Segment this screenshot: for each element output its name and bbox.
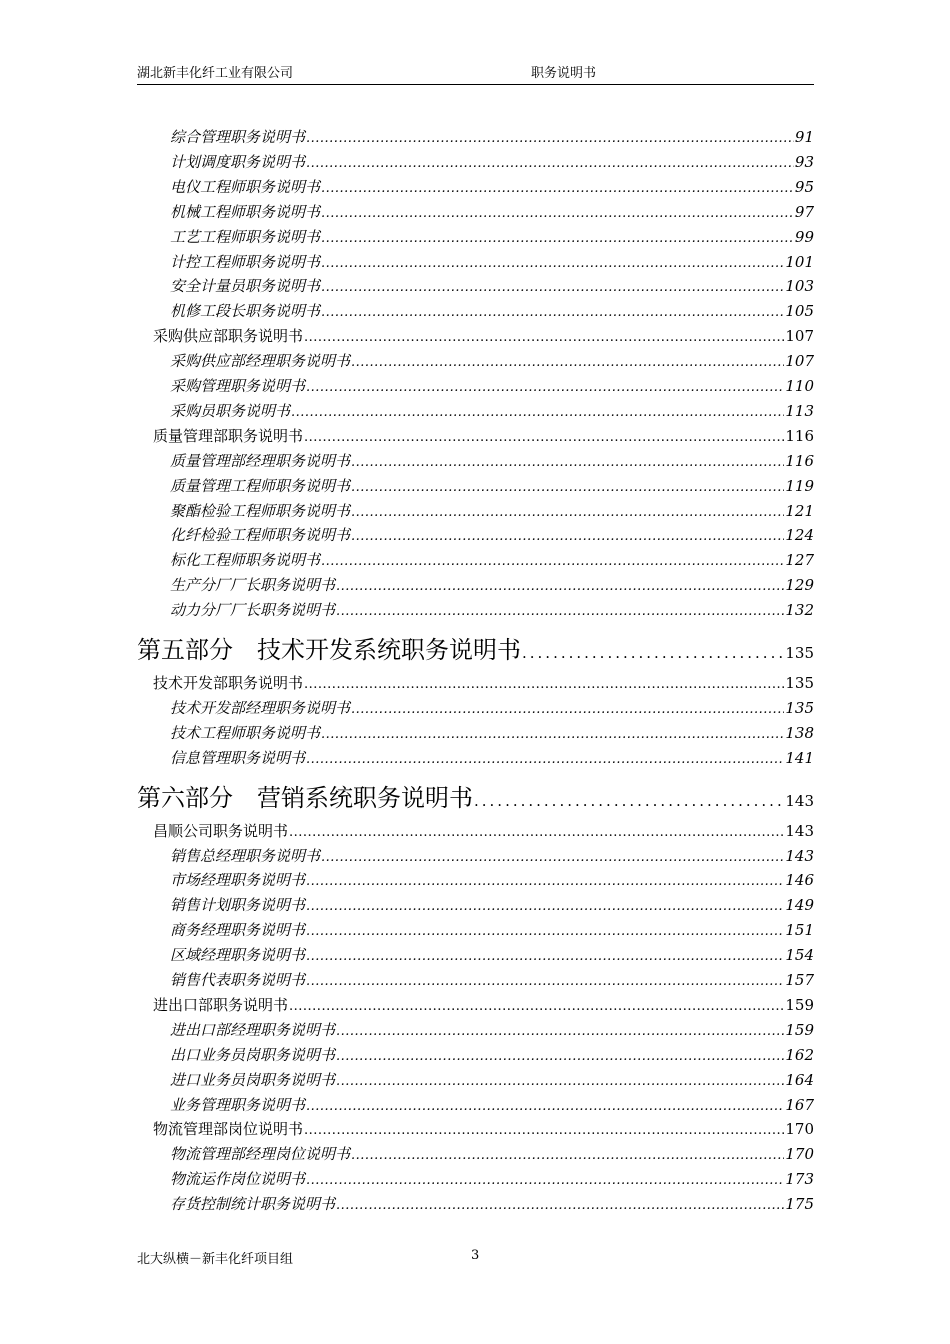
- toc-entry-page: 116: [785, 426, 814, 445]
- toc-entry-title: 采购员职务说明书: [170, 401, 291, 420]
- toc-entry-title: 区域经理职务说明书: [170, 946, 306, 965]
- toc-entry-title: 业务管理职务说明书: [170, 1095, 306, 1114]
- toc-entry-page: 107: [785, 352, 814, 371]
- toc-entry-page: 135: [785, 674, 814, 692]
- toc-entry-page: 121: [785, 501, 814, 520]
- toc-subentry[interactable]: [170, 969, 814, 991]
- toc-entry-title: 动力分厂厂长职务说明书: [170, 601, 336, 620]
- toc-entry-page: 143: [785, 791, 814, 810]
- toc-leader-dots: [321, 280, 784, 295]
- toc-leader-dots: [306, 752, 784, 767]
- toc-entry-title: 技术工程师职务说明书: [170, 723, 321, 742]
- toc-entry-page: 170: [785, 1145, 814, 1164]
- toc-entry-title: 商务经理职务说明书: [170, 921, 306, 940]
- toc-leader-dots: [306, 156, 794, 171]
- toc-subentry[interactable]: [170, 126, 814, 148]
- toc-subentry[interactable]: [170, 869, 814, 891]
- toc-subentry[interactable]: [170, 1069, 814, 1091]
- toc-subentry[interactable]: [170, 599, 814, 621]
- toc-leader-dots: [321, 206, 794, 221]
- toc-leader-dots: [351, 529, 784, 544]
- toc-entry-page: 135: [785, 644, 814, 662]
- toc-entry-page: 107: [785, 327, 814, 346]
- toc-entry-page: 173: [785, 1170, 814, 1189]
- toc-entry-page: 143: [785, 821, 814, 840]
- toc-subentry[interactable]: [170, 226, 814, 248]
- toc-leader-dots: [351, 480, 784, 495]
- toc-entry-page: 129: [785, 576, 814, 595]
- toc-entry-page: 127: [785, 551, 814, 570]
- toc-entry-page: 162: [785, 1045, 814, 1064]
- toc-entry-page: 116: [785, 451, 814, 470]
- toc-leader-dots: [351, 355, 784, 370]
- toc-entry-title: 机械工程师职务说明书: [170, 202, 321, 221]
- toc-entry-title: 聚酯检验工程师职务说明书: [170, 501, 351, 520]
- toc-entry-page: 170: [785, 1120, 814, 1139]
- toc-entry-page: 97: [794, 202, 814, 221]
- toc-subentry[interactable]: [170, 549, 814, 571]
- toc-section-entry[interactable]: [153, 820, 814, 842]
- toc-leader-dots: [306, 949, 784, 964]
- toc-entry-page: 101: [785, 252, 814, 271]
- toc-leader-dots: [351, 1148, 784, 1163]
- toc-leader-dots: [306, 899, 784, 914]
- toc-leader-dots: [289, 999, 784, 1014]
- toc-subentry[interactable]: [170, 574, 814, 596]
- toc-entry-title: 物流管理部岗位说明书: [153, 1120, 304, 1139]
- toc-leader-dots: [351, 505, 784, 520]
- toc-entry-page: 93: [794, 152, 814, 171]
- toc-entry-title: 计控工程师职务说明书: [170, 252, 321, 271]
- toc-entry-page: 159: [785, 1020, 814, 1039]
- toc-entry-title: 物流管理部经理岗位说明书: [170, 1145, 351, 1164]
- toc-entry-page: 143: [785, 846, 814, 865]
- toc-leader-dots: [522, 644, 784, 662]
- toc-section-entry[interactable]: [153, 1118, 814, 1140]
- toc-entry-title: 信息管理职务说明书: [170, 748, 306, 767]
- toc-entry-title: 第六部分 营销系统职务说明书: [137, 783, 473, 812]
- toc-entry-page: 159: [785, 995, 814, 1014]
- toc-subentry[interactable]: [170, 275, 814, 297]
- toc-section-entry[interactable]: [153, 425, 814, 447]
- toc-entry-page: 95: [794, 177, 814, 196]
- toc-leader-dots: [306, 380, 784, 395]
- toc-entry-page: 154: [785, 946, 814, 965]
- toc-entry-title: 计划调度职务说明书: [170, 152, 306, 171]
- toc-subentry[interactable]: [170, 300, 814, 322]
- toc-entry-page: 103: [785, 277, 814, 296]
- toc-subentry[interactable]: [170, 201, 814, 223]
- toc-entry-page: 175: [785, 1195, 814, 1214]
- toc-entry-title: 存货控制统计职务说明书: [170, 1195, 336, 1214]
- header-doc-title: 职务说明书: [531, 66, 597, 81]
- toc-entry-title: 电仪工程师职务说明书: [170, 177, 321, 196]
- toc-subentry[interactable]: [170, 894, 814, 916]
- toc-entry-title: 进出口部职务说明书: [153, 995, 289, 1014]
- toc-entry-title: 质量管理部职务说明书: [153, 426, 304, 445]
- toc-entry-page: 151: [785, 921, 814, 940]
- toc-entry-title: 标化工程师职务说明书: [170, 551, 321, 570]
- toc-entry-title: 生产分厂厂长职务说明书: [170, 576, 336, 595]
- toc-leader-dots: [321, 181, 794, 196]
- toc-subentry[interactable]: [170, 450, 814, 472]
- toc-leader-dots: [321, 554, 784, 569]
- toc-entry-title: 采购供应部职务说明书: [153, 327, 304, 346]
- toc-entry-title: 第五部分 技术开发系统职务说明书: [137, 636, 521, 664]
- toc-leader-dots: [336, 1198, 784, 1213]
- toc-subentry[interactable]: [170, 400, 814, 422]
- toc-entry-page: 124: [785, 526, 814, 545]
- toc-leader-dots: [306, 874, 784, 889]
- toc-entry-page: 146: [785, 871, 814, 890]
- toc-entry-title: 质量管理工程师职务说明书: [170, 476, 351, 495]
- toc-subentry[interactable]: [170, 524, 814, 546]
- toc-leader-dots: [336, 1024, 784, 1039]
- footer-page-number: 3: [471, 1248, 480, 1263]
- footer-project: 北大纵横－新丰化纤项目组: [137, 1252, 294, 1267]
- toc-leader-dots: [306, 974, 784, 989]
- toc-entry-title: 综合管理职务说明书: [170, 128, 306, 146]
- toc-subentry[interactable]: [170, 1168, 814, 1190]
- toc-entry-page: 105: [785, 302, 814, 321]
- toc-leader-dots: [304, 1123, 784, 1138]
- toc-entry-page: 135: [785, 698, 814, 717]
- toc-leader-dots: [306, 131, 794, 146]
- toc-subentry[interactable]: [170, 697, 814, 719]
- toc-leader-dots: [321, 850, 784, 865]
- toc-entry-page: 99: [794, 227, 814, 246]
- toc-entry-title: 技术开发部经理职务说明书: [170, 698, 351, 717]
- toc-section-entry[interactable]: [153, 994, 814, 1016]
- toc-subentry[interactable]: [170, 375, 814, 397]
- toc-subentry[interactable]: [170, 1143, 814, 1165]
- toc-leader-dots: [306, 1099, 784, 1114]
- toc-leader-dots: [304, 330, 784, 345]
- toc-part-heading[interactable]: [137, 778, 814, 812]
- toc-entry-page: 167: [785, 1095, 814, 1114]
- toc-leader-dots: [306, 924, 784, 939]
- toc-entry-title: 安全计量员职务说明书: [170, 277, 321, 296]
- toc-subentry[interactable]: [170, 944, 814, 966]
- toc-subentry[interactable]: [170, 350, 814, 372]
- toc-subentry[interactable]: [170, 1019, 814, 1041]
- toc-entry-title: 进出口部经理职务说明书: [170, 1020, 336, 1039]
- toc-entry-title: 采购供应部经理职务说明书: [170, 352, 351, 371]
- toc-entry-title: 技术开发部职务说明书: [153, 674, 304, 692]
- toc-leader-dots: [304, 430, 784, 445]
- toc-entry-title: 市场经理职务说明书: [170, 871, 306, 890]
- toc-entry-title: 化纤检验工程师职务说明书: [170, 526, 351, 545]
- toc-subentry[interactable]: [170, 1193, 814, 1215]
- toc-leader-dots: [306, 1173, 784, 1188]
- toc-entry-title: 销售计划职务说明书: [170, 896, 306, 915]
- toc-leader-dots: [474, 792, 784, 810]
- toc-part-heading[interactable]: [137, 630, 814, 664]
- toc-entry-title: 出口业务员岗职务说明书: [170, 1045, 336, 1064]
- toc-leader-dots: [321, 231, 794, 246]
- toc-leader-dots: [291, 405, 784, 420]
- toc-entry-title: 采购管理职务说明书: [170, 377, 306, 395]
- header-company: 湖北新丰化纤工业有限公司: [137, 66, 294, 81]
- toc-subentry[interactable]: [170, 475, 814, 497]
- toc-leader-dots: [336, 604, 784, 619]
- toc-leader-dots: [336, 579, 784, 594]
- toc-entry-title: 进口业务员岗职务说明书: [170, 1070, 336, 1089]
- toc-leader-dots: [321, 256, 784, 271]
- toc-leader-dots: [321, 727, 784, 742]
- toc-entry-title: 质量管理部经理职务说明书: [170, 451, 351, 470]
- toc-leader-dots: [351, 702, 784, 717]
- toc-entry-title: 昌顺公司职务说明书: [153, 821, 289, 840]
- page-header: [137, 66, 814, 85]
- toc-subentry[interactable]: [170, 500, 814, 522]
- toc-subentry[interactable]: [170, 919, 814, 941]
- toc-leader-dots: [351, 455, 784, 470]
- toc-entry-title: 工艺工程师职务说明书: [170, 227, 321, 246]
- toc-leader-dots: [336, 1049, 784, 1064]
- toc-leader-dots: [304, 677, 784, 692]
- toc-entry-page: 132: [785, 601, 814, 620]
- toc-entry-page: 157: [785, 971, 814, 989]
- toc-section-entry[interactable]: [153, 672, 814, 694]
- toc-entry-title: 机修工段长职务说明书: [170, 302, 321, 321]
- toc-entry-title: 物流运作岗位说明书: [170, 1170, 306, 1189]
- toc-subentry[interactable]: [170, 1044, 814, 1066]
- toc-entry-page: 141: [785, 748, 814, 767]
- toc-entry-page: 138: [785, 723, 814, 742]
- toc-subentry[interactable]: [170, 747, 814, 769]
- toc-entry-page: 110: [785, 377, 814, 395]
- toc-subentry[interactable]: [170, 1094, 814, 1116]
- toc-entry-title: 销售总经理职务说明书: [170, 846, 321, 865]
- toc-entry-page: 91: [794, 128, 814, 146]
- toc-leader-dots: [321, 305, 784, 320]
- toc-entry-page: 164: [785, 1070, 814, 1089]
- toc-entry-page: 119: [785, 476, 814, 495]
- toc-entry-page: 149: [785, 896, 814, 915]
- toc-subentry[interactable]: [170, 251, 814, 273]
- toc-subentry[interactable]: [170, 845, 814, 867]
- toc-section-entry[interactable]: [153, 325, 814, 347]
- toc-subentry[interactable]: [170, 176, 814, 198]
- toc-leader-dots: [289, 825, 784, 840]
- toc-entry-page: 113: [785, 401, 814, 420]
- toc-subentry[interactable]: [170, 722, 814, 744]
- toc-subentry[interactable]: [170, 151, 814, 173]
- toc-entry-title: 销售代表职务说明书: [170, 971, 306, 989]
- toc-leader-dots: [336, 1074, 784, 1089]
